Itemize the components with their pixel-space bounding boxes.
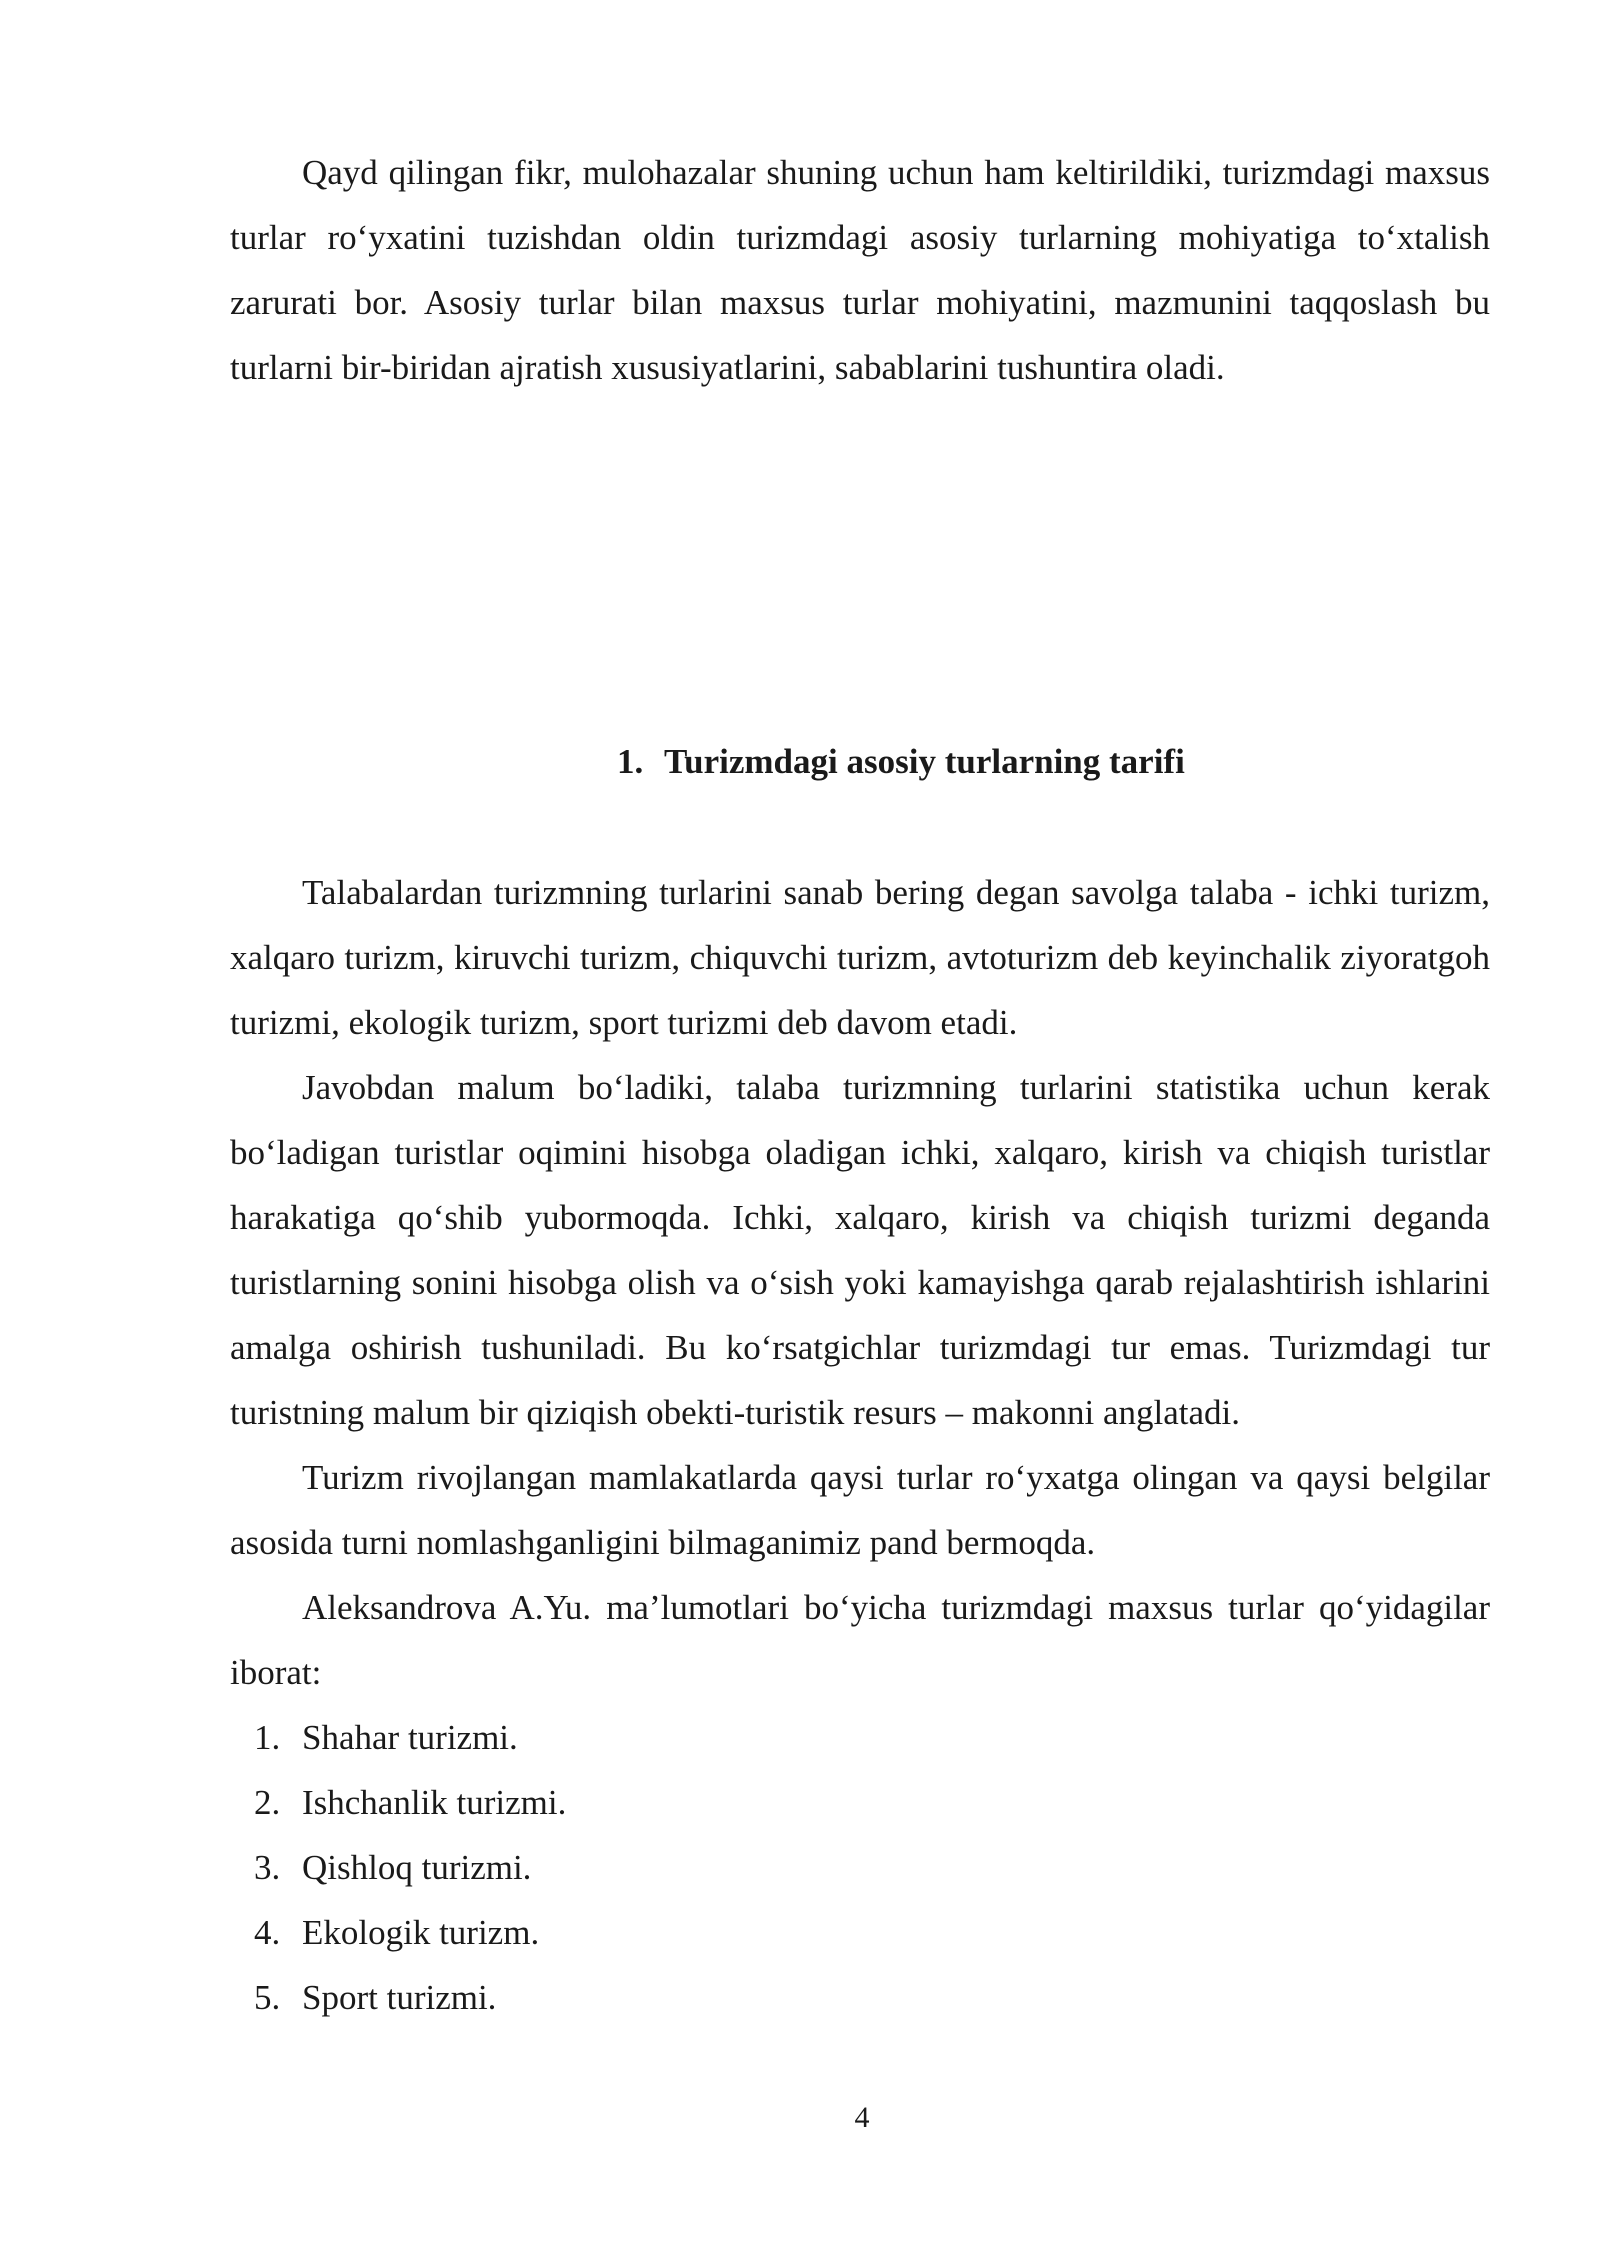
list-item-text: Ishchanlik turizmi. — [302, 1783, 567, 1822]
list-item — [230, 1965, 1490, 2030]
page-number: 4 — [854, 2101, 870, 2134]
section-body — [230, 860, 1490, 2030]
list-item-text: Qishloq turizmi. — [302, 1848, 532, 1887]
list-item-number: 3. — [254, 1848, 281, 1887]
list-item — [230, 1900, 1490, 1965]
list-item-number: 1. — [254, 1718, 281, 1757]
body-paragraph-3: Turizm rivojlangan mamlakatlarda qaysi turlar ro‘yxatga olingan va qaysi belgilar asosida turni nomlashganligini bilmaganimiz pand bermoqda. — [230, 1458, 1490, 1562]
list-item-text: Shahar turizmi. — [302, 1718, 518, 1757]
body-paragraph-1: Talabalardan turizmning turlarini sanab bering degan savolga talaba - ichki turizm, xalqaro turizm, kiruvchi turizm, chiquvchi turizm, avtoturizm deb keyinchalik ziyoratgoh turizmi, ekologik turizm, sport turizmi deb davom etadi. — [230, 873, 1490, 1042]
list-item — [230, 1770, 1490, 1835]
list-item-number: 4. — [254, 1913, 281, 1952]
list-item-number: 5. — [254, 1978, 281, 2017]
list-item-number: 2. — [254, 1783, 281, 1822]
intro-paragraph: Qayd qilingan fikr, mulohazalar shuning uchun ham keltirildiki, turizmdagi maxsus turlar ro‘yxatini tuzishdan oldin turizmdagi asosiy turlarning mohiyatiga to‘xtalish zarurati bor. Asosiy turlar bilan maxsus turlar mohiyatini, mazmunini taqqoslash bu turlarni bir-biridan ajratish xususiyatlarini, sabablarini tushuntira oladi. — [230, 153, 1490, 387]
list-item-text: Sport turizmi. — [302, 1978, 497, 2017]
section-title: Turizmdagi asosiy turlarning tarifi — [664, 742, 1185, 781]
body-paragraph-4: Aleksandrova A.Yu. ma’lumotlari bo‘yicha turizmdagi maxsus turlar qo‘yidagilar iborat: — [230, 1588, 1490, 1692]
section-number: 1. — [617, 742, 644, 781]
list-item — [230, 1705, 1490, 1770]
body-paragraph-2: Javobdan malum bo‘ladiki, talaba turizmning turlarini statistika uchun kerak bo‘ladigan turistlar oqimini hisobga oladigan ichki, xalqaro, kirish va chiqish turistlar harakatiga qo‘shib yubormoqda. Ichki, xalqaro, kirish va chiqish turizmi deganda turistlarning sonini hisobga olish va o‘sish yoki kamayishga qarab rejalashtirish ishlarini amalga oshirish tushuniladi. Bu ko‘rsatgichlar turizmdagi tur emas. Turizmdagi tur turistning malum bir qiziqish obekti-turistik resurs – makonni anglatadi. — [230, 1068, 1490, 1432]
section-heading — [617, 738, 1185, 786]
tourism-types-list — [230, 1705, 1490, 2030]
list-item-text: Ekologik turizm. — [302, 1913, 540, 1952]
intro-block — [230, 140, 1490, 400]
list-item — [230, 1835, 1490, 1900]
